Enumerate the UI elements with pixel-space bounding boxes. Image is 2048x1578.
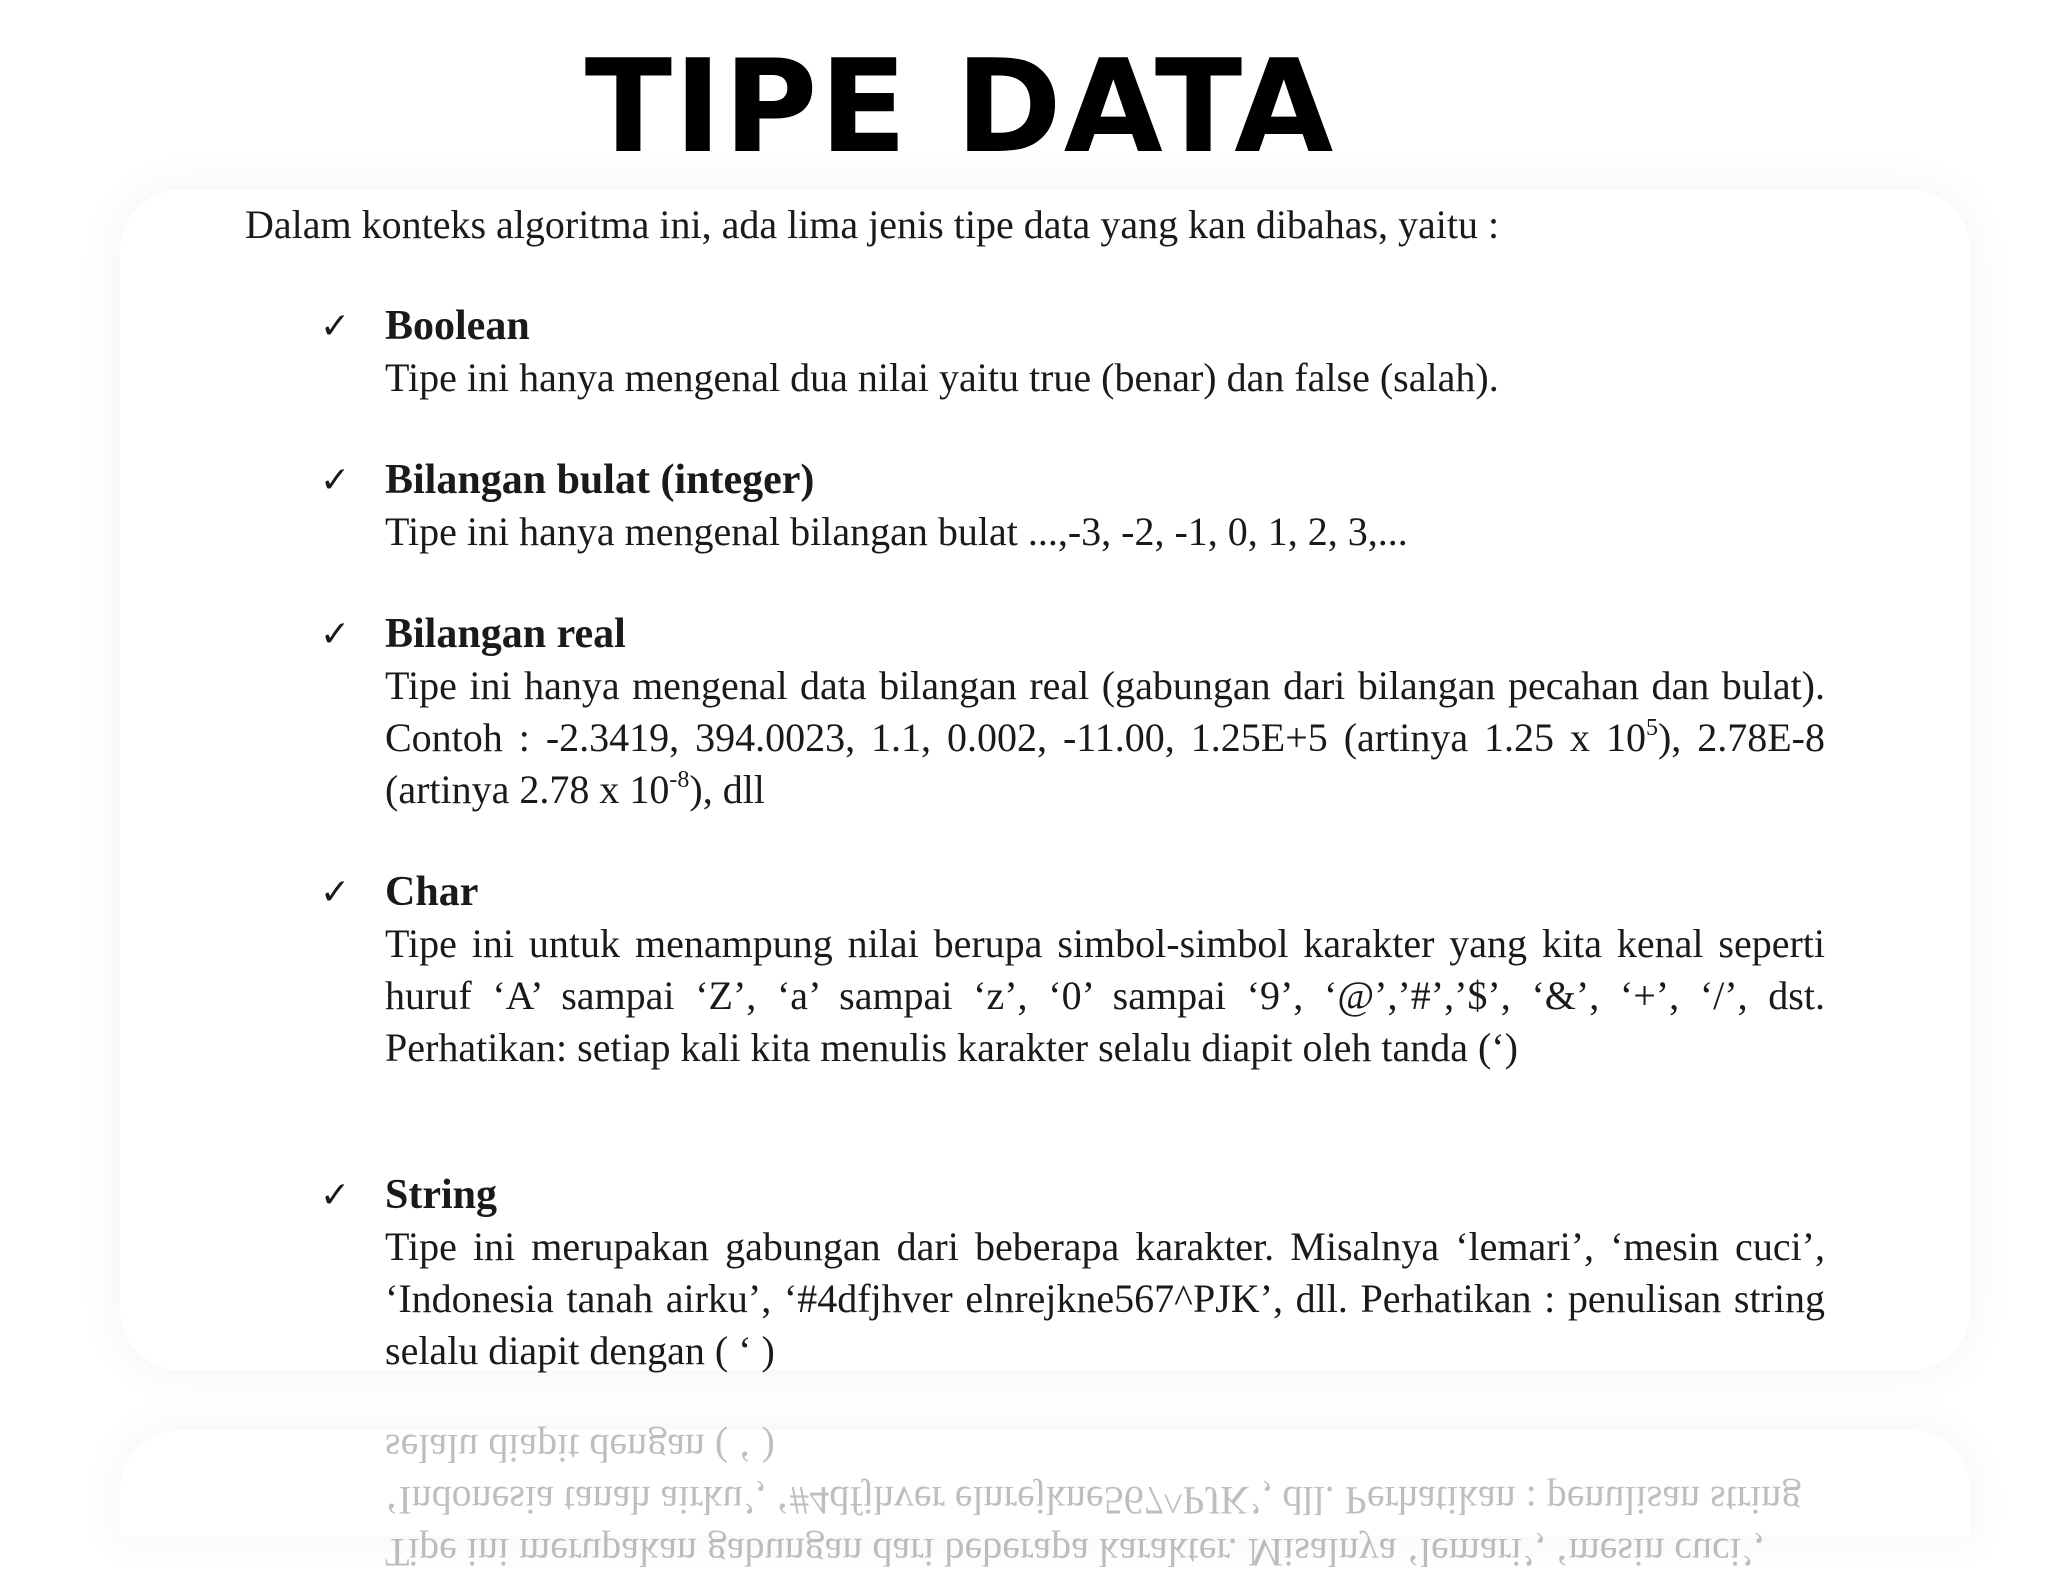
type-description: Tipe ini merupakan gabungan dari beberapa karakter. Misalnya ‘lemari’, ‘mesin cuci’, ‘Indonesia tanah airku’, ‘#4dfjhver elnrejkne567^PJK’, dll. Perhatikan : penulisan string selalu diapit dengan ( ‘ )	[385, 1224, 1825, 1373]
intro-text: Dalam konteks algoritma ini, ada lima jenis tipe data yang kan dibahas, yaitu :	[245, 202, 1500, 247]
document-image	[245, 200, 1825, 1427]
description-text: ), 2.78E-8 (artinya 2.78 x 10	[385, 715, 1825, 812]
type-name: Bilangan real	[385, 611, 626, 657]
document-reflection	[120, 1426, 1970, 1575]
type-description: Tipe ini untuk menampung nilai berupa simbol-simbol karakter yang kita kenal seperti huruf ‘A’ sampai ‘Z’, ‘a’ sampai ‘z’, ‘0’ sampai ‘9’, ‘@’,’#’,’$’, ‘&’, ‘+’, ‘/’, dst. Perhatikan: setiap kali kita menulis karakter selalu diapit oleh tanda (‘)	[385, 921, 1825, 1070]
list-item-real	[245, 608, 1825, 816]
checkmark-icon: ✓	[320, 460, 351, 501]
list-item-string	[245, 1169, 1825, 1377]
exponent: 5	[1645, 715, 1658, 741]
type-name: Boolean	[385, 303, 530, 349]
list-item-char	[245, 866, 1825, 1074]
checkmark-icon: ✓	[320, 872, 351, 913]
type-description	[385, 660, 1825, 816]
type-name: String	[385, 1172, 498, 1218]
data-type-list	[245, 300, 1825, 1377]
checkmark-icon: ✓	[320, 306, 351, 347]
list-item-integer	[245, 454, 1825, 558]
checkmark-icon: ✓	[320, 1175, 351, 1216]
type-description: Tipe ini hanya mengenal dua nilai yaitu true (benar) dan false (salah).	[385, 355, 1499, 400]
type-name: Bilangan bulat (integer)	[385, 457, 815, 503]
exponent: -8	[669, 767, 690, 793]
type-name: Char	[385, 869, 479, 915]
description-text: Tipe ini hanya mengenal data bilangan real (gabungan dari bilangan pecahan dan bulat). Contoh : -2.3419, 394.0023, 1.1, 0.002, -11.00, 1.25E+5 (artinya 1.25 x 10	[385, 663, 1825, 760]
description-text: ), dll	[689, 767, 765, 812]
list-item-boolean	[245, 300, 1825, 404]
slide-title: TIPE DATA	[584, 33, 1336, 182]
reflection-text: Tipe ini merupakan gabungan dari beberapa karakter. Misalnya ‘lemari’, ‘mesin cuci’, ‘Indonesia tanah airku’, ‘#4dfjhver elnrejkne567^PJK’, dll. Perhatikan : penulisan string selalu diapit dengan ( ‘ )	[385, 1426, 1802, 1575]
checkmark-icon: ✓	[320, 614, 351, 655]
type-description: Tipe ini hanya mengenal bilangan bulat ...,-3, -2, -1, 0, 1, 2, 3,...	[385, 509, 1408, 554]
